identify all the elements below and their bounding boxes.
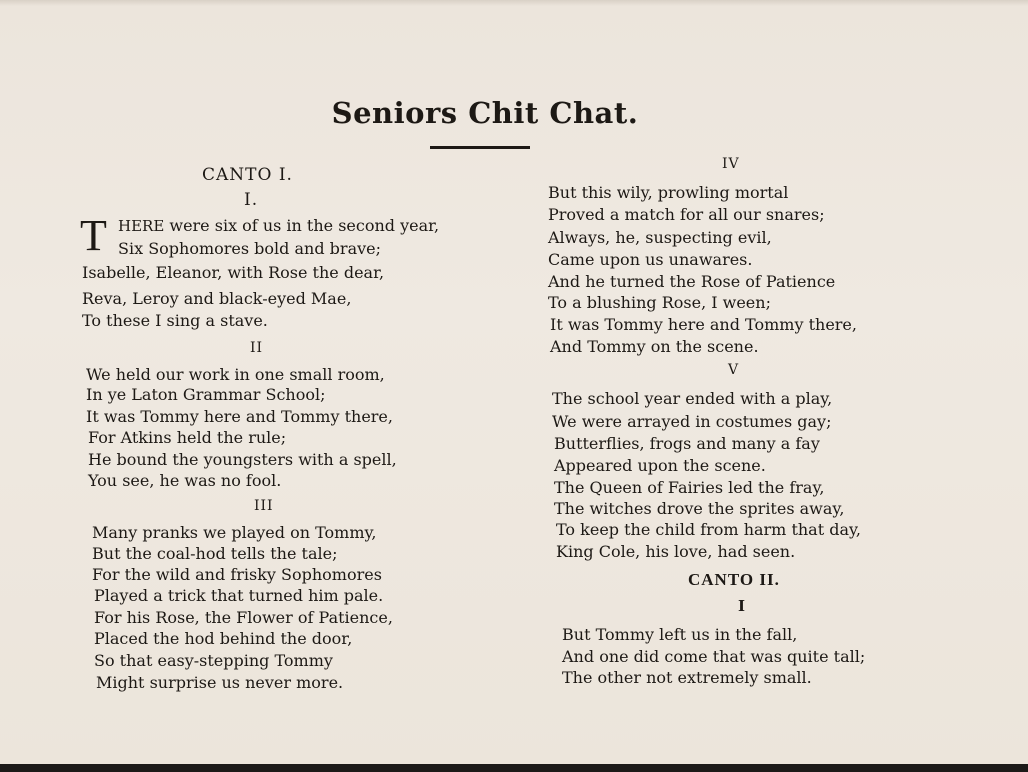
poem-line: Might surprise us never more. (96, 673, 344, 692)
poem-line: So that easy-stepping Tommy (94, 651, 333, 670)
poem-line: Placed the hod behind the door, (94, 629, 353, 648)
poem-line: Reva, Leroy and black-eyed Mae, (82, 289, 352, 308)
poem-line: And he turned the Rose of Patience (548, 272, 836, 291)
poem-line: But this wily, prowling mortal (548, 183, 789, 202)
drop-cap-letter: T (80, 211, 107, 260)
page-top-shadow (0, 0, 1028, 6)
stanza-four-heading: IV (722, 156, 740, 172)
stanza-two-heading: II (250, 340, 264, 356)
poem-line: And Tommy on the scene. (550, 337, 759, 356)
poem-line: For the wild and frisky Sophomores (92, 565, 382, 584)
poem-line: Butterflies, frogs and many a fay (554, 434, 820, 453)
poem-line: Played a trick that turned him pale. (94, 586, 384, 605)
poem-line: But the coal-hod tells the tale; (92, 544, 338, 563)
poem-line: He bound the youngsters with a spell, (88, 450, 397, 469)
poem-line: It was Tommy here and Tommy there, (550, 315, 857, 334)
poem-line: We were arrayed in costumes gay; (552, 412, 832, 431)
poem-line: You see, he was no fool. (88, 471, 282, 490)
canto-one-heading: CANTO I. (202, 165, 293, 185)
poem-line: Proved a match for all our snares; (548, 205, 825, 224)
title-underline (430, 146, 530, 149)
poem-line: The other not extremely small. (562, 668, 812, 687)
poem-line: But Tommy left us in the fall, (562, 625, 798, 644)
poem-line: HERE were six of us in the second year, (118, 216, 440, 235)
poem-line: Always, he, suspecting evil, (548, 228, 772, 247)
stanza-five-heading: V (728, 362, 740, 378)
poem-line: To a blushing Rose, I ween; (548, 293, 771, 312)
poem-line: The witches drove the sprites away, (554, 499, 845, 518)
poem-line: The school year ended with a play, (552, 389, 833, 408)
poem-line: Appeared upon the scene. (554, 456, 766, 475)
page-bottom-edge (0, 764, 1028, 772)
canto-two-stanza-heading: I (738, 597, 747, 615)
poem-line: The Queen of Fairies led the fray, (554, 478, 825, 497)
poem-line: In ye Laton Grammar School; (86, 385, 326, 404)
stanza-one-heading: I. (244, 190, 259, 210)
poem-line: King Cole, his love, had seen. (556, 542, 796, 561)
poem-line: To these I sing a stave. (82, 311, 268, 330)
stanza-three-heading: III (254, 498, 274, 514)
canto-two-heading: CANTO II. (688, 570, 780, 589)
poem-line: To keep the child from harm that day, (556, 520, 862, 539)
poem-line: Came upon us unawares. (548, 250, 753, 269)
poem-line: For Atkins held the rule; (88, 428, 287, 447)
poem-line: For his Rose, the Flower of Patience, (94, 608, 393, 627)
poem-line: And one did come that was quite tall; (562, 647, 866, 666)
page-title: Seniors Chit Chat. (331, 96, 639, 130)
poem-line: Isabelle, Eleanor, with Rose the dear, (82, 263, 385, 282)
poem-line: Six Sophomores bold and brave; (118, 239, 381, 258)
poem-line: It was Tommy here and Tommy there, (86, 407, 393, 426)
poem-line: We held our work in one small room, (86, 365, 385, 384)
poem-line: Many pranks we played on Tommy, (92, 523, 377, 542)
